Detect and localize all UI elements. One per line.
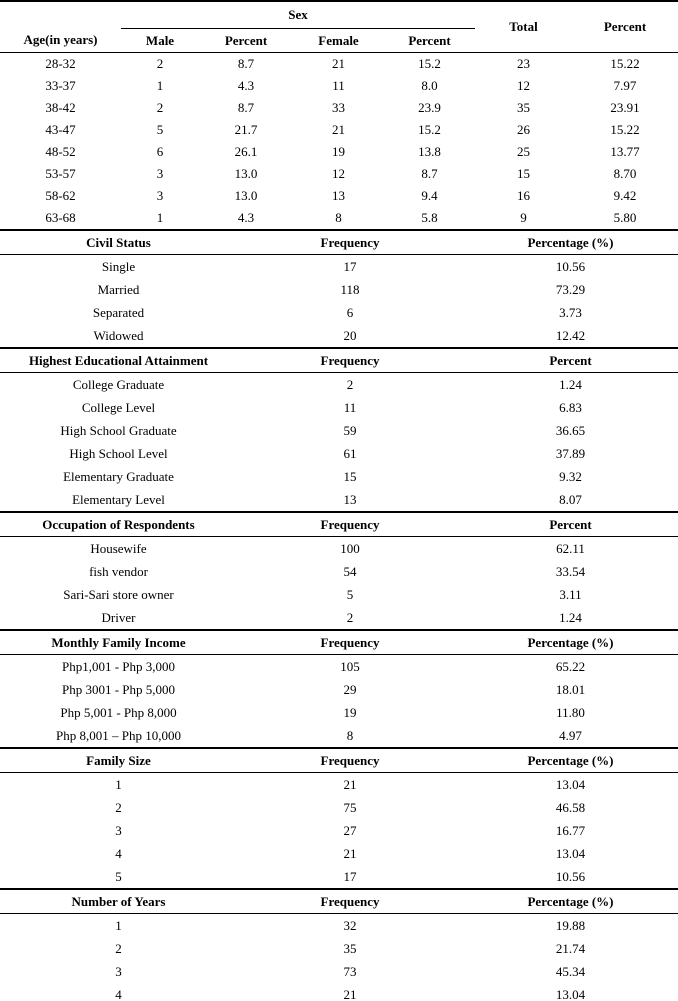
cell-male-percent: 4.3	[237, 78, 255, 94]
cell-category: 5	[115, 868, 122, 884]
cell-category: 1	[115, 917, 122, 933]
table-row	[0, 583, 678, 606]
cell-frequency: 21	[343, 776, 357, 792]
cell-total: 25	[517, 144, 530, 160]
age-table-header-row-1	[0, 1, 678, 29]
age-table-row	[0, 141, 678, 163]
cell-total-percent: 5.80	[613, 210, 637, 226]
cell-percentage: 18.01	[555, 681, 586, 697]
cell-male-count: 1	[156, 210, 164, 226]
age-table-row	[0, 185, 678, 207]
cell-female-count: 12	[332, 166, 345, 182]
table-row	[0, 324, 678, 347]
total-column-header: Total	[475, 1, 572, 53]
cell-percentage: 1.24	[559, 376, 582, 392]
cell-female-percent: 13.8	[418, 144, 441, 160]
cell-age-range: 63-68	[45, 210, 76, 226]
female-percent-column-header: Percent	[384, 29, 475, 53]
cell-percentage: 11.80	[556, 704, 585, 720]
cell-male-percent: 26.1	[234, 144, 258, 160]
table-row	[0, 442, 678, 465]
table-row	[0, 301, 678, 324]
age-table-row	[0, 97, 678, 119]
cell-age-range: 38-42	[45, 100, 76, 116]
cell-frequency: 100	[340, 540, 360, 556]
table-row	[0, 537, 678, 561]
frequency-header: Frequency	[237, 512, 463, 537]
cell-frequency: 13	[343, 491, 357, 507]
cell-frequency: 2	[346, 609, 354, 625]
sex-group-header: Sex	[121, 1, 475, 29]
cell-female-count: 13	[332, 188, 345, 204]
cell-frequency: 35	[343, 940, 357, 956]
cell-category: Married	[97, 281, 140, 297]
cell-percentage: 10.56	[555, 868, 586, 884]
cell-frequency: 32	[343, 917, 357, 933]
cell-female-percent: 9.4	[421, 188, 438, 204]
family-size-table	[0, 747, 678, 888]
educational-attainment-table	[0, 347, 678, 511]
cell-frequency: 54	[343, 563, 357, 579]
cell-category: High School Level	[69, 445, 168, 461]
cell-category: 3	[115, 822, 122, 838]
frequency-header: Frequency	[237, 230, 463, 255]
cell-age-range: 58-62	[45, 188, 76, 204]
section-title: Highest Educational Attainment	[0, 348, 237, 373]
cell-frequency: 73	[343, 963, 357, 979]
cell-percentage: 12.42	[555, 327, 586, 343]
cell-category: 2	[115, 940, 122, 956]
table-row	[0, 373, 678, 397]
cell-male-count: 3	[156, 188, 164, 204]
cell-frequency: 118	[340, 281, 360, 297]
cell-category: College Graduate	[72, 376, 165, 392]
cell-percentage: 13.04	[555, 845, 586, 861]
percentage-header: Percentage (%)	[463, 630, 678, 655]
cell-male-percent: 13.0	[234, 188, 258, 204]
cell-frequency: 17	[343, 258, 357, 274]
percentage-header: Percentage (%)	[463, 889, 678, 914]
table-row	[0, 796, 678, 819]
male-percent-column-header: Percent	[199, 29, 293, 53]
table-row	[0, 419, 678, 442]
cell-total-percent: 15.22	[610, 122, 640, 138]
section-header-row	[0, 630, 678, 655]
age-table-row	[0, 75, 678, 97]
cell-female-count: 33	[332, 100, 345, 116]
cell-male-percent: 4.3	[237, 210, 255, 226]
section-header-row	[0, 348, 678, 373]
cell-total-percent: 23.91	[610, 100, 640, 116]
percentage-header: Percent	[463, 512, 678, 537]
cell-category: 2	[115, 799, 122, 815]
table-row	[0, 255, 678, 279]
frequency-header: Frequency	[237, 889, 463, 914]
cell-male-percent: 8.7	[237, 56, 255, 72]
cell-age-range: 43-47	[45, 122, 76, 138]
cell-percentage: 1.24	[559, 609, 582, 625]
percentage-header: Percent	[463, 348, 678, 373]
section-title: Occupation of Respondents	[0, 512, 237, 537]
cell-frequency: 61	[343, 445, 357, 461]
cell-female-percent: 8.0	[421, 78, 438, 94]
cell-female-count: 8	[335, 210, 342, 226]
table-row	[0, 960, 678, 983]
cell-male-count: 3	[156, 166, 164, 182]
cell-total: 15	[517, 166, 530, 182]
cell-percentage: 10.56	[555, 258, 586, 274]
cell-male-count: 5	[156, 122, 164, 138]
cell-male-count: 2	[156, 56, 164, 72]
cell-percentage: 45.34	[555, 963, 586, 979]
number-of-years-table	[0, 888, 678, 1001]
section-title: Monthly Family Income	[0, 630, 237, 655]
percentage-header: Percentage (%)	[463, 230, 678, 255]
cell-frequency: 59	[343, 422, 357, 438]
cell-frequency: 2	[346, 376, 354, 392]
table-row	[0, 465, 678, 488]
age-sex-table	[0, 0, 678, 229]
section-header-row	[0, 512, 678, 537]
cell-frequency: 21	[343, 986, 357, 1001]
cell-male-count: 6	[156, 144, 164, 160]
section-header-row	[0, 748, 678, 773]
table-row	[0, 865, 678, 888]
cell-frequency: 8	[346, 727, 354, 743]
cell-female-count: 21	[332, 56, 345, 72]
cell-female-count: 11	[332, 78, 345, 94]
cell-percentage: 8.07	[559, 491, 582, 507]
male-column-header: Male	[121, 29, 199, 53]
cell-frequency: 5	[346, 586, 354, 602]
cell-frequency: 11	[343, 399, 357, 415]
table-row	[0, 819, 678, 842]
cell-category: Single	[101, 258, 136, 274]
table-row	[0, 724, 678, 747]
table-row	[0, 396, 678, 419]
table-row	[0, 655, 678, 679]
cell-category: Driver	[101, 609, 136, 625]
cell-total-percent: 13.77	[610, 144, 640, 160]
cell-category: Php1,001 - Php 3,000	[61, 658, 176, 674]
family-income-table	[0, 629, 678, 747]
cell-total-percent: 15.22	[610, 56, 640, 72]
cell-percentage: 13.04	[555, 986, 586, 1001]
frequency-header: Frequency	[237, 348, 463, 373]
cell-category: Php 3001 - Php 5,000	[61, 681, 176, 697]
cell-category: fish vendor	[89, 563, 148, 579]
cell-frequency: 19	[343, 704, 357, 720]
cell-percentage: 16.77	[555, 822, 586, 838]
table-row	[0, 488, 678, 511]
percentage-header: Percentage (%)	[463, 748, 678, 773]
cell-male-percent: 21.7	[234, 122, 258, 138]
cell-male-count: 2	[156, 100, 164, 116]
cell-total: 9	[520, 210, 527, 226]
cell-category: Sari-Sari store owner	[63, 586, 174, 602]
cell-category: Elementary Level	[72, 491, 165, 507]
cell-female-percent: 8.7	[421, 166, 438, 182]
frequency-header: Frequency	[237, 630, 463, 655]
cell-total-percent: 8.70	[613, 166, 637, 182]
cell-frequency: 75	[343, 799, 357, 815]
section-title: Number of Years	[0, 889, 237, 914]
cell-total: 16	[517, 188, 530, 204]
table-row	[0, 842, 678, 865]
age-column-header: Age(in years)	[0, 1, 121, 53]
cell-total-percent: 9.42	[613, 188, 637, 204]
section-title: Civil Status	[0, 230, 237, 255]
table-row	[0, 606, 678, 629]
cell-female-percent: 15.2	[418, 56, 441, 72]
cell-frequency: 20	[343, 327, 357, 343]
cell-percentage: 33.54	[555, 563, 586, 579]
cell-category: Separated	[92, 304, 145, 320]
cell-age-range: 53-57	[45, 166, 76, 182]
cell-category: College Level	[81, 399, 156, 415]
age-table-row	[0, 119, 678, 141]
cell-percentage: 62.11	[556, 540, 585, 556]
cell-frequency: 6	[346, 304, 354, 320]
table-row	[0, 937, 678, 960]
table-row	[0, 983, 678, 1001]
frequency-header: Frequency	[237, 748, 463, 773]
cell-percentage: 21.74	[555, 940, 586, 956]
cell-frequency: 29	[343, 681, 357, 697]
section-title: Family Size	[0, 748, 237, 773]
cell-age-range: 28-32	[45, 56, 76, 72]
table-row	[0, 701, 678, 724]
table-row	[0, 560, 678, 583]
cell-total: 12	[517, 78, 530, 94]
cell-total: 23	[517, 56, 530, 72]
cell-age-range: 48-52	[45, 144, 76, 160]
cell-category: Housewife	[90, 540, 147, 556]
female-column-header: Female	[293, 29, 384, 53]
cell-male-percent: 13.0	[234, 166, 258, 182]
cell-frequency: 15	[343, 468, 357, 484]
table-row	[0, 773, 678, 797]
cell-female-count: 21	[332, 122, 345, 138]
cell-total: 26	[517, 122, 530, 138]
cell-percentage: 37.89	[555, 445, 586, 461]
cell-female-count: 19	[332, 144, 345, 160]
cell-percentage: 3.73	[559, 304, 582, 320]
cell-percentage: 6.83	[559, 399, 582, 415]
cell-total: 35	[517, 100, 530, 116]
table-row	[0, 278, 678, 301]
cell-category: 1	[115, 776, 122, 792]
cell-category: 4	[115, 845, 122, 861]
cell-category: High School Graduate	[60, 422, 177, 438]
cell-age-range: 33-37	[45, 78, 76, 94]
cell-frequency: 21	[343, 845, 357, 861]
cell-percentage: 46.58	[555, 799, 586, 815]
cell-category: Widowed	[93, 327, 144, 343]
cell-category: Php 5,001 - Php 8,000	[60, 704, 177, 720]
occupation-table	[0, 511, 678, 629]
cell-category: 3	[115, 963, 122, 979]
cell-percentage: 65.22	[555, 658, 586, 674]
cell-category: Elementary Graduate	[63, 468, 174, 484]
cell-female-percent: 23.9	[418, 100, 441, 116]
cell-frequency: 105	[340, 658, 360, 674]
total-percent-column-header: Percent	[572, 1, 678, 53]
section-header-row	[0, 889, 678, 914]
cell-category: 4	[115, 986, 122, 1001]
cell-male-percent: 8.7	[237, 100, 255, 116]
cell-frequency: 17	[343, 868, 357, 884]
civil-status-table	[0, 229, 678, 347]
cell-category: Php 8,001 – Php 10,000	[56, 727, 181, 743]
table-row	[0, 914, 678, 938]
cell-percentage: 3.11	[559, 586, 582, 602]
cell-female-percent: 5.8	[421, 210, 438, 226]
cell-female-percent: 15.2	[418, 122, 441, 138]
cell-percentage: 4.97	[559, 727, 582, 743]
cell-male-count: 1	[156, 78, 164, 94]
age-table-row	[0, 207, 678, 229]
section-header-row	[0, 230, 678, 255]
age-table-row	[0, 53, 678, 76]
cell-percentage: 13.04	[555, 776, 586, 792]
cell-percentage: 36.65	[555, 422, 586, 438]
cell-frequency: 27	[343, 822, 357, 838]
cell-total-percent: 7.97	[613, 78, 637, 94]
cell-percentage: 19.88	[555, 917, 586, 933]
cell-percentage: 9.32	[559, 468, 582, 484]
table-row	[0, 678, 678, 701]
cell-percentage: 73.29	[555, 281, 586, 297]
age-table-row	[0, 163, 678, 185]
